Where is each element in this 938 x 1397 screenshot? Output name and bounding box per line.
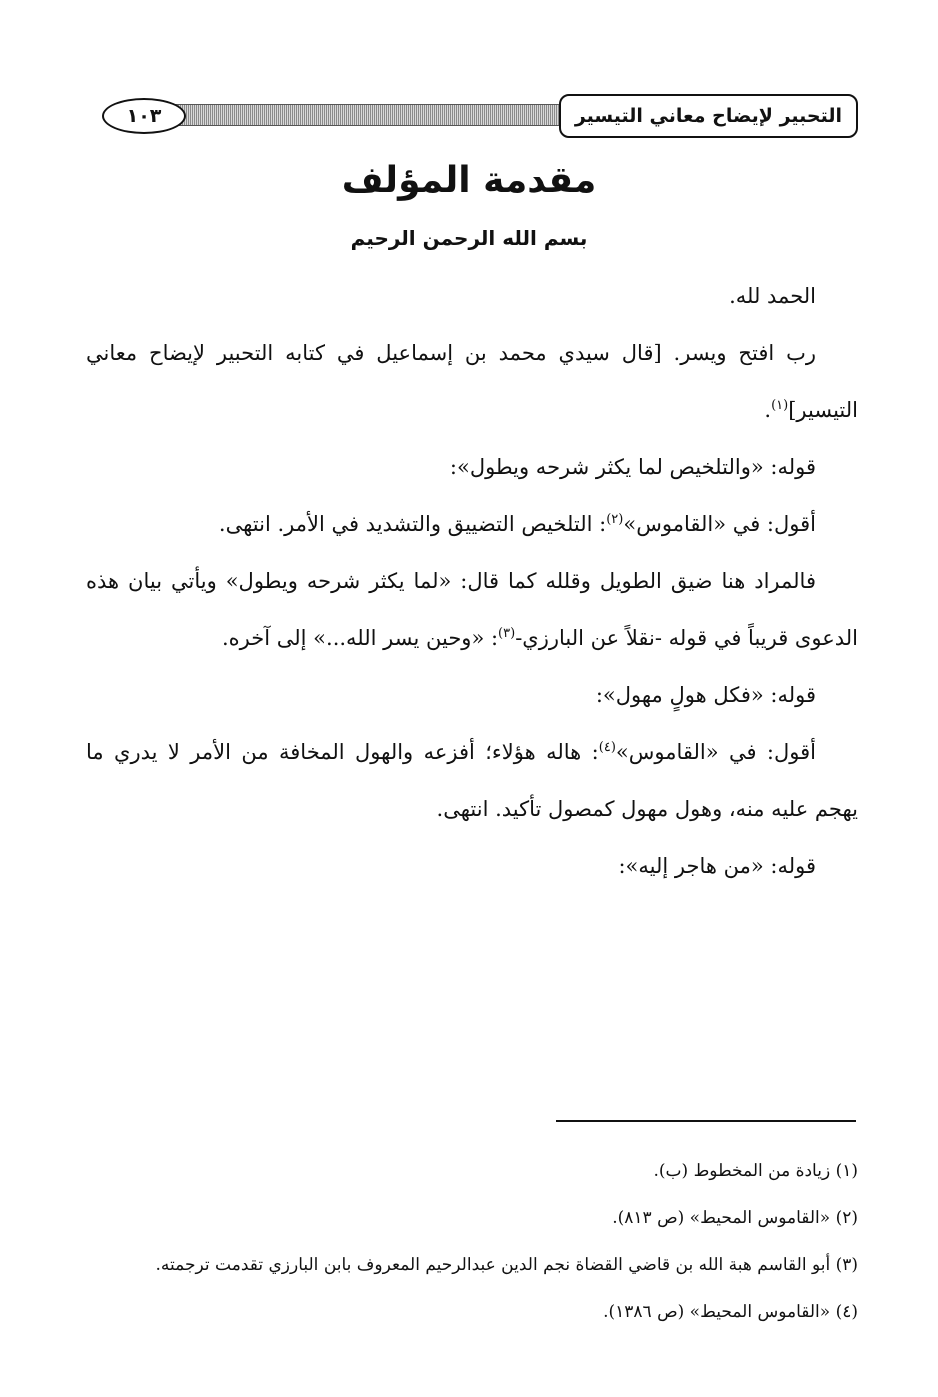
paragraph	[86, 496, 858, 553]
paragraph-text: : «وحين يسر الله...» إلى آخره.	[222, 626, 499, 650]
paragraph-text: قوله: «والتلخيص لما يكثر شرحه ويطول»:	[449, 455, 816, 479]
footnote-separator	[556, 1120, 856, 1122]
paragraph-text: الحمد لله.	[729, 284, 816, 308]
paragraph-text: رب افتح ويسر. [قال سيدي محمد بن إسماعيل في كتابه التحبير لإيضاح معاني التيسير]	[86, 341, 858, 422]
book-title: التحبير لإيضاح معاني التيسير	[559, 94, 858, 138]
paragraph-text: قوله: «فكل هولٍ مهول»:	[595, 683, 816, 707]
paragraph-text: .	[764, 398, 772, 422]
paragraph	[86, 838, 858, 895]
paragraph	[86, 268, 858, 325]
footnote: (٣) أبو القاسم هبة الله بن قاضي القضاة نجم الدين عبدالرحيم المعروف بابن البارزي تقدمت ترجمته.	[155, 1255, 858, 1275]
paragraph-text: أقول: في «القاموس»	[623, 512, 816, 536]
footnotes	[86, 1148, 858, 1336]
page-number: ١٠٣	[102, 98, 186, 134]
paragraph	[86, 439, 858, 496]
paragraph-text: : التلخيص التضييق والتشديد في الأمر. انتهى.	[218, 512, 607, 536]
paragraph	[86, 667, 858, 724]
footnote: (٢) «القاموس المحيط» (ص ٨١٣).	[612, 1208, 858, 1228]
footnote-ref[interactable]: (٣)	[498, 626, 516, 641]
paragraph-text: : هاله هؤلاء؛ أفزعه والهول المخافة من الأمر لا يدري ما يهجم عليه منه، وهول مهول كمصول تأكيد. انتهى.	[86, 740, 858, 821]
footnote-ref[interactable]: (٤)	[598, 740, 616, 755]
paragraph	[86, 325, 858, 439]
paragraph-text: أقول: في «القاموس»	[615, 740, 816, 764]
paragraph	[86, 724, 858, 838]
body-text	[86, 268, 858, 895]
footnote-ref[interactable]: (٢)	[606, 512, 624, 527]
paragraph	[86, 553, 858, 667]
running-header	[86, 94, 858, 138]
chapter-title: مقدمة المؤلف	[341, 160, 597, 201]
basmala: بسم الله الرحمن الرحيم	[350, 226, 588, 250]
footnote-ref[interactable]: (١)	[771, 398, 789, 413]
paragraph-text: قوله: «من هاجر إليه»:	[618, 854, 816, 878]
footnote: (١) زيادة من المخطوط (ب).	[653, 1161, 858, 1181]
paragraph-text: فالمراد هنا ضيق الطويل وقلله كما قال: «لما يكثر شرحه ويطول» ويأتي بيان هذه الدعوى قريباً في قوله -نقلاً عن البارزي-	[86, 569, 858, 650]
footnote: (٤) «القاموس المحيط» (ص ١٣٨٦).	[603, 1302, 858, 1322]
